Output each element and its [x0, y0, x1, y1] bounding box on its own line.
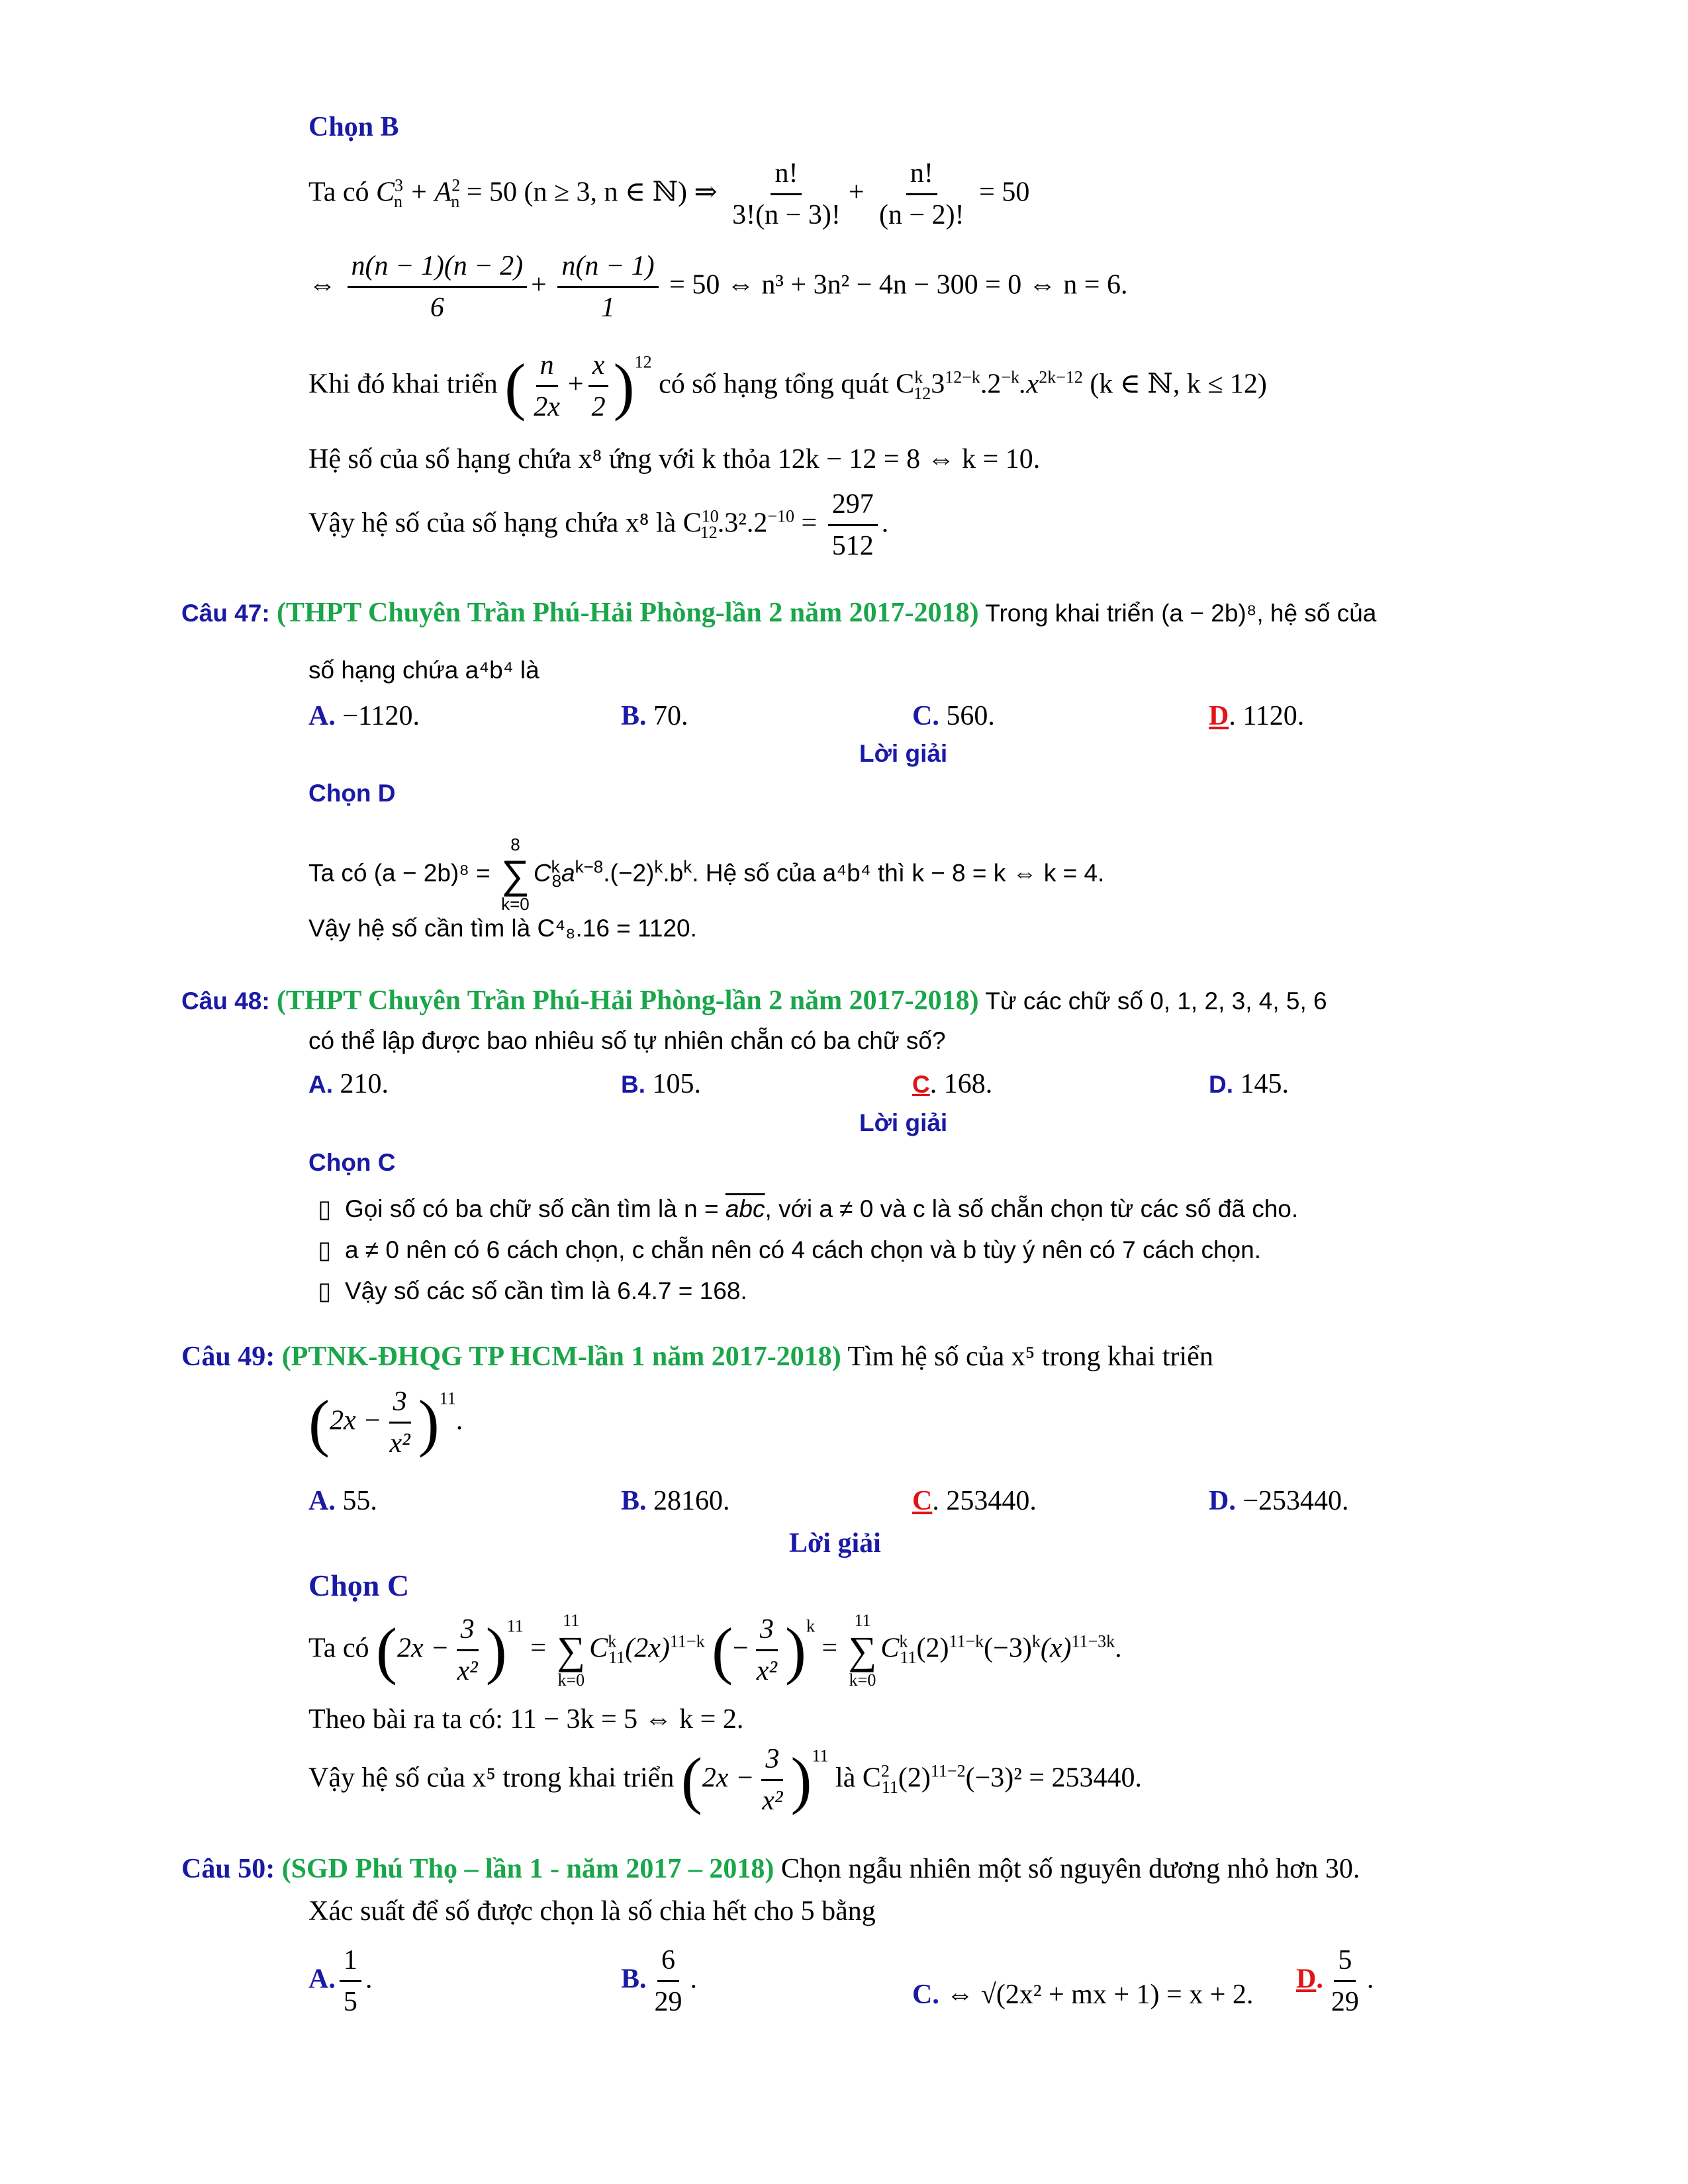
right-paren: ) [613, 350, 635, 422]
q48-bullet-1 [318, 1195, 1298, 1224]
q47-header [181, 597, 1376, 629]
option-label: D [1296, 1964, 1317, 1995]
text: . [455, 1405, 463, 1436]
text: .2 [980, 369, 1002, 400]
q47-option-c[interactable] [912, 700, 995, 732]
denominator: 2 [591, 392, 606, 423]
text: Vậy hệ số của số hạng chứa x⁸ là C [308, 508, 702, 539]
denominator: 29 [1331, 1987, 1359, 2018]
q49-option-a[interactable] [308, 1485, 377, 1517]
denominator: 5 [343, 1987, 357, 2018]
text: − [733, 1633, 749, 1664]
option-label: A. [308, 1964, 336, 1995]
left-paren: ( [308, 1387, 330, 1458]
text: . Hệ số của a⁴b⁴ thì k − 8 = k ⇔ k = 4. [692, 859, 1105, 887]
fraction [588, 349, 610, 424]
option-label: A. [308, 1486, 336, 1516]
text: (x) [1040, 1633, 1072, 1664]
fraction [753, 1614, 781, 1688]
numerator: n(n − 1) [557, 250, 658, 288]
text: Vậy số các số cần tìm là 6.4.7 = 168. [344, 1277, 747, 1304]
question-label: Câu 50: [181, 1854, 275, 1884]
summation: 11 ∑ k=0 [848, 1611, 877, 1690]
numerator: n! [771, 158, 802, 195]
sum-upper: 8 [510, 835, 520, 854]
q48-chosen-answer: Chọn C [308, 1149, 396, 1176]
text: .b [663, 859, 684, 887]
sum-upper: 11 [854, 1611, 871, 1630]
q49-solution-line-2: Theo bài ra ta có: 11 − 3k = 5 ⇔ k = 2. [308, 1704, 744, 1735]
numerator: 1 [340, 1944, 361, 1982]
fraction [758, 1743, 786, 1817]
numerator: x [588, 349, 609, 387]
summation: 11 ∑ k=0 [557, 1611, 586, 1690]
right-paren: ) [790, 1744, 812, 1815]
q47-option-b[interactable] [621, 700, 688, 732]
fraction [385, 1386, 414, 1460]
right-paren: ) [418, 1387, 440, 1458]
text: (2x) [625, 1633, 670, 1664]
question-label: Câu 49: [181, 1342, 275, 1372]
fraction [557, 250, 658, 324]
text: = [794, 508, 818, 539]
prev-line-4: Hệ số của số hạng chứa x⁸ ứng với k thỏa 12k − 12 = 8 ⇔ k = 10. [308, 444, 1041, 475]
q49-solution-line-1: Ta có (2x − $\frac{3}{\text{x²}}$ )$^{11}$ = 11 ∑ k=0 $C^k_{11}(2x)^{11-k}$ (− $\frac{3}{\text{x²}}$ )$^k$ = 11 ∑ k=0 $C^k_{11}(2)^{11-k}(-3)^k(x)^{11-3k}$. [308, 1611, 1122, 1690]
denominator: x² [762, 1786, 783, 1817]
question-source: (SGD Phú Thọ – lần 1 - năm 2017 – 2018) [281, 1854, 774, 1884]
text: Vậy hệ số của x⁵ trong khai triển [308, 1762, 675, 1794]
q50-option-d[interactable]: D. $\frac{5}{29}$ . [1296, 1945, 1374, 2018]
q47-chosen-answer: Chọn D [308, 780, 396, 807]
text: ⇔ [308, 269, 336, 300]
option-value: . 168. [929, 1069, 993, 1099]
text: = 50 [979, 177, 1030, 208]
q48-text-2: có thể lập được bao nhiêu số tự nhiên chẵn có ba chữ số? [308, 1027, 946, 1054]
option-value: −253440. [1235, 1486, 1349, 1516]
summation: 8 ∑ k=0 [501, 835, 530, 914]
question-source: (PTNK-ĐHQG TP HCM-lần 1 năm 2017-2018) [281, 1342, 841, 1372]
text: + A [402, 177, 452, 208]
q50-option-b[interactable]: B. $\frac{6}{29}$ . [621, 1945, 698, 2018]
q50-option-a[interactable]: A. $\frac{1}{5}$ . [308, 1945, 373, 2018]
denominator: 3!(n − 3)! [732, 200, 841, 231]
q48-header [181, 985, 1327, 1017]
q49-option-c[interactable] [912, 1485, 1037, 1517]
numerator: n! [906, 158, 937, 195]
text: C [376, 177, 395, 208]
q50-text-2: Xác suất để số được chọn là số chia hết cho 5 bằng [308, 1896, 876, 1927]
text: Ta có [308, 177, 377, 208]
option-value: 28160. [646, 1486, 730, 1516]
text: có số hạng tổng quát C [659, 369, 915, 400]
text: Gọi số có ba chữ số cần tìm là n = [344, 1195, 726, 1222]
text: = [821, 1633, 838, 1664]
q48-bullet-3 [318, 1277, 747, 1306]
option-value: 105. [645, 1069, 701, 1099]
q47-solution-line-2: Vậy hệ số cần tìm là C⁴₈.16 = 1120. [308, 915, 697, 942]
option-label: D [1209, 701, 1229, 731]
question-source: (THPT Chuyên Trần Phú-Hải Phòng-lần 2 năm 2017-2018) [276, 598, 979, 628]
option-value: −1120. [335, 701, 420, 731]
bullet-icon: ▯ [318, 1195, 332, 1222]
text: Ta có [308, 1633, 369, 1664]
q49-solution-line-3: Vậy hệ số của x⁵ trong khai triển (2x − $\frac{3}{\text{x²}}$ )$^{11}$ là $C^2_{11}(2)^{11-2}(-3)^2 = 253440$. [308, 1744, 1143, 1817]
q50-header [181, 1853, 1360, 1885]
option-label: A. [308, 701, 336, 731]
text: Ta có (a − 2b)⁸ = [308, 859, 491, 887]
fraction [340, 1944, 361, 2019]
denominator: 512 [831, 531, 874, 562]
numerator: 3 [457, 1614, 479, 1651]
question-source: (THPT Chuyên Trần Phú-Hải Phòng-lần 2 năm 2017-2018) [276, 985, 979, 1016]
q48-option-a[interactable] [308, 1068, 389, 1100]
fraction [530, 349, 564, 424]
fraction [651, 1944, 686, 2019]
exponent: 11 [506, 1616, 524, 1636]
fraction [828, 488, 878, 563]
prev-line-2: ⇔ $\frac{n(n - 1)(n - 2)}{6}$ + $\frac{n(n - 1)}{1}$ = 50 ⇔ n³ + 3n² − 4n − 300 = 0 ⇔ n = 6. [308, 251, 1128, 324]
text: a [561, 859, 575, 887]
option-label: C. [912, 1979, 939, 2010]
text: (−3)² = 253440. [965, 1762, 1143, 1794]
text: Khi đó khai triển [308, 369, 498, 400]
sum-lower: k=0 [557, 1670, 585, 1690]
text: C [880, 1633, 900, 1664]
text: = 50 (n ≥ 3, n ∈ ℕ) ⇒ [459, 177, 718, 208]
option-value: ⇔ √(2x² + mx + 1) = x + 2. [939, 1979, 1254, 2010]
numerator: n(n − 1)(n − 2) [348, 250, 528, 288]
q48-option-d[interactable] [1209, 1068, 1289, 1100]
right-paren: ) [784, 1614, 806, 1686]
q47-solution-line-1: Ta có (a − 2b)⁸ = 8 ∑ k=0 $C^k_8a^{k-8}.(-2)^k.b^k$. Hệ số của a⁴b⁴ thì k − 8 = k ⇔ k = 4. [308, 835, 1105, 914]
text: 3 [931, 369, 945, 400]
prev-line-1: Ta có $C^3_n + A^2_n = 50$ (n ≥ 3, n ∈ ℕ) ⇒ $\frac{n!}{3!(n - 3)!}$ + $\frac{n!}{(n - 2)!}$ = 50 [308, 158, 1030, 231]
q49-option-d[interactable] [1209, 1485, 1349, 1517]
option-label: D. [1209, 1486, 1236, 1516]
text: .(−2) [603, 859, 655, 887]
text: .x [1019, 369, 1039, 400]
overline-text: $\overline{abc}$ [725, 1195, 765, 1222]
text: = [530, 1633, 546, 1664]
option-label: B. [621, 1071, 645, 1098]
q47-option-d[interactable] [1209, 700, 1304, 732]
option-label: B. [621, 1486, 647, 1516]
option-value: . 253440. [932, 1486, 1037, 1516]
option-label: C [912, 1071, 930, 1098]
question-text: Tìm hệ số của x⁵ trong khai triển [841, 1342, 1213, 1372]
fraction [728, 158, 845, 232]
text: = 50 ⇔ n³ + 3n² − 4n − 300 = 0 ⇔ n = 6. [669, 269, 1128, 300]
option-value: . 1120. [1229, 701, 1305, 731]
fraction [875, 158, 968, 232]
option-label: C [912, 1486, 933, 1516]
q47-option-a[interactable] [308, 700, 420, 732]
q49-chosen-answer: Chọn C [308, 1569, 410, 1602]
text: (−3) [984, 1633, 1032, 1664]
q48-option-b[interactable] [621, 1068, 701, 1100]
option-label: B. [621, 701, 647, 731]
fraction [1327, 1944, 1363, 2019]
option-label: C. [912, 701, 939, 731]
question-label: Câu 47: [181, 600, 270, 627]
text: là C [835, 1762, 881, 1794]
q48-solution-heading: Lời giải [859, 1109, 948, 1136]
text: a ≠ 0 nên có 6 cách chọn, c chẵn nên có 4 cách chọn và b tùy ý nên có 7 cách chọn. [344, 1236, 1261, 1263]
q49-solution-heading: Lời giải [789, 1528, 881, 1559]
left-paren: ( [712, 1614, 733, 1686]
option-value: 145. [1233, 1069, 1289, 1099]
exponent: 12 [634, 352, 652, 372]
numerator: 297 [828, 488, 878, 526]
option-value: 560. [939, 701, 995, 731]
q48-bullet-2 [318, 1236, 1261, 1265]
numerator: n [536, 349, 558, 387]
q47-solution-heading: Lời giải [859, 740, 948, 767]
numerator: 3 [761, 1743, 783, 1781]
exponent: 11 [812, 1746, 829, 1766]
denominator: 2x [534, 392, 560, 423]
text: 2x − [329, 1405, 382, 1436]
option-value: 70. [646, 701, 688, 731]
question-text: Từ các chữ số 0, 1, 2, 3, 4, 5, 6 [978, 987, 1327, 1015]
text: (2) [916, 1633, 949, 1664]
text: , với a ≠ 0 và c là số chẵn chọn từ các số đã cho. [765, 1195, 1299, 1222]
text: 2x − [702, 1762, 755, 1794]
q49-option-b[interactable] [621, 1485, 730, 1517]
exponent: 11 [439, 1388, 456, 1408]
option-value: 210. [333, 1069, 389, 1099]
numerator: 5 [1334, 1944, 1356, 1982]
denominator: 6 [430, 293, 444, 324]
text: 2x − [397, 1633, 449, 1664]
q50-option-c[interactable] [912, 1979, 1253, 2011]
question-text: Chọn ngẫu nhiên một số nguyên dương nhỏ hơn 30. [774, 1854, 1360, 1884]
text: C [589, 1633, 608, 1664]
option-label: A. [308, 1071, 333, 1098]
denominator: (n − 2)! [879, 200, 964, 231]
sum-upper: 11 [563, 1611, 580, 1630]
prev-line-3: Khi đó khai triển ( $\frac{n}{2x}$ + $\frac{x}{2}$ )$^{12}$ có số hạng tổng quát $C^k_{12}3^{12-k}.2^{-k}.x^{2k-12}$ (k ∈ ℕ, k ≤ 12) [308, 350, 1267, 423]
numerator: 3 [756, 1614, 778, 1651]
left-paren: ( [680, 1744, 702, 1815]
option-label: D. [1209, 1071, 1233, 1098]
q49-header [181, 1341, 1213, 1373]
fraction [348, 250, 528, 324]
text: C [533, 859, 551, 887]
text: . [1115, 1633, 1122, 1664]
denominator: x² [457, 1656, 478, 1687]
prev-line-5: Vậy hệ số của số hạng chứa x⁸ là $C^{10}_{12}.3^2.2^{-10}$ = $\frac{297}{512}$ . [308, 489, 889, 562]
sum-lower: k=0 [849, 1670, 876, 1690]
denominator: x² [389, 1428, 410, 1459]
numerator: 6 [657, 1944, 679, 1982]
denominator: x² [756, 1656, 777, 1687]
q47-text-2: số hạng chứa a⁴b⁴ là [308, 657, 539, 684]
question-text: Trong khai triển (a − 2b)⁸, hệ số của [978, 600, 1377, 627]
sum-lower: k=0 [501, 893, 530, 914]
denominator: 1 [600, 293, 615, 324]
q48-option-c[interactable] [912, 1068, 992, 1100]
text: .3².2 [717, 508, 768, 539]
left-paren: ( [376, 1614, 397, 1686]
fraction [453, 1614, 481, 1688]
previous-chosen-answer: Chọn B [308, 112, 399, 142]
option-label: B. [621, 1964, 647, 1995]
bullet-icon: ▯ [318, 1277, 332, 1304]
question-label: Câu 48: [181, 987, 270, 1015]
text: (2) [898, 1762, 931, 1794]
bullet-icon: ▯ [318, 1236, 332, 1263]
option-value: 55. [335, 1486, 377, 1516]
right-paren: ) [485, 1614, 507, 1686]
left-paren: ( [504, 350, 526, 422]
q49-expression [308, 1386, 463, 1460]
numerator: 3 [389, 1386, 411, 1424]
denominator: 29 [654, 1987, 682, 2018]
text: (k ∈ ℕ, k ≤ 12) [1082, 369, 1267, 400]
